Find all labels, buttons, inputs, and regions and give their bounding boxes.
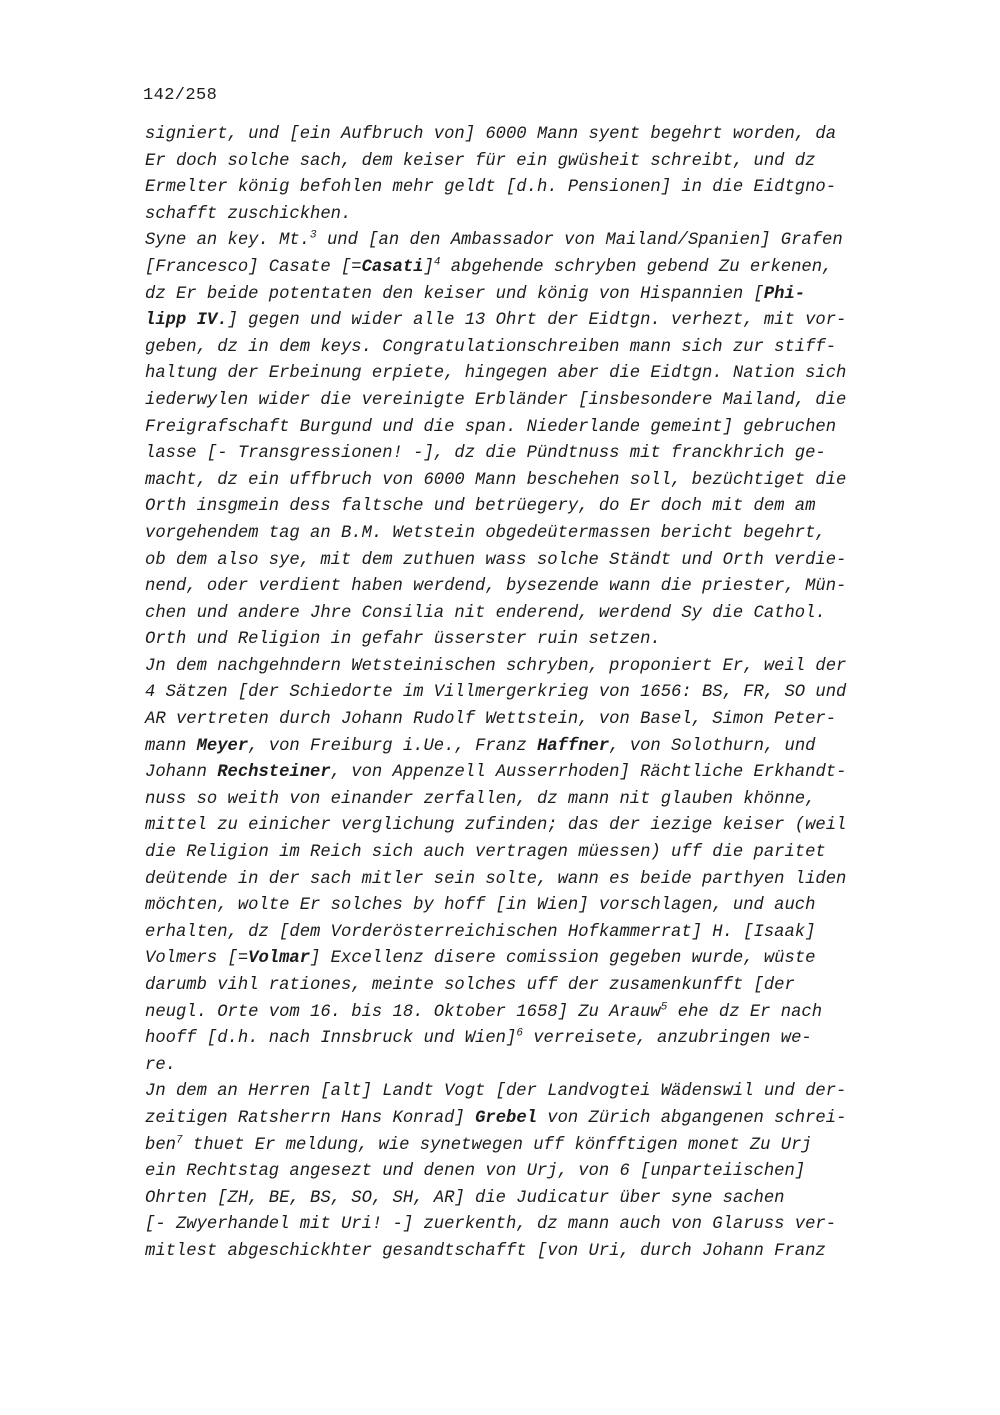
- text-line: [145, 1133, 915, 1160]
- text-line: [145, 388, 915, 415]
- text-line: [145, 1212, 915, 1239]
- text-segment: 4 Sätzen [der Schiedorte im Villmergerkrieg von 1656: BS, FR, SO und: [145, 683, 847, 703]
- text-segment: nend, oder verdient haben werdend, bysezende wann die priester, Mün-: [145, 577, 847, 597]
- text-segment: ]: [423, 257, 434, 277]
- text-segment: haltung der Erbeinung erpiete, hingegen aber die Eidtgn. Nation sich: [145, 364, 847, 384]
- text-segment: mann: [145, 736, 197, 756]
- text-segment: darumb vihl rationes, meinte solches uff der zusamenkunfft [der: [145, 976, 795, 995]
- text-segment: Orth insgmein dess faltsche und betrüegery, do Er doch mit dem am: [145, 497, 816, 517]
- text-segment: Jn dem an Herren [alt] Landt Vogt [der Landvogtei Wädenswil und der-: [145, 1082, 847, 1102]
- text-segment: die Religion im Reich sich auch vertragen müessen) uff die paritet: [145, 843, 826, 863]
- text-line: [145, 654, 915, 681]
- text-line: [145, 946, 915, 973]
- text-segment: , von Solothurn, und: [609, 736, 816, 756]
- text-segment: mitlest abgeschickhter gesandtschafft [von Uri, durch Johann Franz: [145, 1241, 826, 1261]
- text-segment: ] gegen und wider alle 13 Ohrt der Eidtgn. verhezt, mit vor-: [227, 311, 847, 331]
- text-line: [145, 548, 915, 575]
- text-segment: und [an den Ambassador von Mailand/Spanien] Grafen: [316, 231, 843, 251]
- text-segment: re.: [145, 1055, 176, 1075]
- text-segment: möchten, wolte Er solches by hoff [in Wien] vorschlagen, und auch: [145, 896, 816, 916]
- text-segment: nuss so weith von einander zerfallen, dz mann nit glauben khönne,: [145, 789, 816, 809]
- text-segment: Volmers [=: [145, 949, 249, 969]
- text-segment: Orth und Religion in gefahr üsserster ruin setzen.: [145, 630, 661, 650]
- text-line: [145, 1026, 915, 1053]
- text-line: [145, 1079, 915, 1106]
- text-segment: von Zürich abgangenen schrei-: [536, 1108, 847, 1128]
- footnote-marker: 3: [310, 229, 317, 242]
- text-line: [145, 282, 915, 309]
- text-line: [145, 1186, 915, 1213]
- bold-name: Meyer: [196, 736, 249, 756]
- text-line: [145, 361, 915, 388]
- text-segment: Ohrten [ZH, BE, BS, SO, SH, AR] die Judicatur über syne sachen: [145, 1188, 785, 1208]
- text-segment: chen und andere Jhre Consilia nit enderend, werdend Sy die Cathol.: [145, 603, 826, 623]
- text-line: [145, 734, 915, 761]
- text-line: [145, 468, 915, 495]
- text-segment: schafft zuschickhen.: [145, 204, 352, 224]
- text-segment: geben, dz in dem keys. Congratulationschreiben mann sich zur stiff-: [145, 337, 837, 357]
- text-segment: dz Er beide potentaten den keiser und könig von Hispannien [: [145, 284, 764, 304]
- text-segment: ein Rechtstag angesezt und denen von Urj, von 6 [unparteiischen]: [145, 1162, 806, 1182]
- text-segment: [- Zwyerhandel mit Uri! -] zuerkenth, dz mann auch von Glaruss ver-: [145, 1215, 837, 1235]
- text-segment: AR vertreten durch Johann Rudolf Wettstein, von Basel, Simon Peter-: [145, 710, 837, 730]
- text-segment: macht, dz ein uffbruch von 6000 Mann beschehen soll, bezüchtiget die: [145, 470, 847, 490]
- text-line: [145, 308, 915, 335]
- text-line: [145, 335, 915, 362]
- text-segment: abgehende schryben gebend Zu erkenen,: [440, 257, 833, 277]
- text-segment: thuet Er meldung, wie synetwegen uff könfftigen monet Zu Urj: [182, 1135, 812, 1155]
- text-segment: vorgehendem tag an B.M. Wetstein obgedeütermassen bericht begehrt,: [145, 523, 826, 543]
- text-line: [145, 175, 915, 202]
- text-line: [145, 973, 915, 1000]
- text-line: [145, 840, 915, 867]
- text-segment: , von Appenzell Ausserrhoden] Rächtliche Erkhandt-: [330, 763, 847, 783]
- text-line: [145, 441, 915, 468]
- text-segment: deütende in der sach mitler sein solte, wann es beide parthyen liden: [145, 869, 847, 889]
- text-line: [145, 415, 915, 442]
- text-segment: Ermelter könig befohlen mehr geldt [d.h. Pensionen] in die Eidtgno-: [145, 178, 837, 198]
- text-segment: zeitigen Ratsherrn Hans Konrad]: [145, 1108, 476, 1128]
- text-segment: Syne an key. Mt.: [145, 231, 311, 251]
- footnote-marker: 5: [660, 1000, 668, 1013]
- text-segment: , von Freiburg i.Ue., Franz: [248, 736, 537, 756]
- text-segment: lasse [- Transgressionen! -], dz die Pündtnuss mit franckhrich ge-: [145, 444, 826, 464]
- bold-name: Phi-: [763, 284, 806, 304]
- bold-name: Casati: [361, 257, 424, 277]
- text-segment: Er doch solche sach, dem keiser für ein gwüsheit schreibt, und dz: [145, 151, 816, 171]
- bold-name: Grebel: [475, 1108, 537, 1128]
- text-segment: ben: [145, 1135, 176, 1155]
- text-line: [145, 202, 915, 229]
- bold-name: Rechsteiner: [217, 763, 331, 783]
- text-segment: verreisete, anzubringen we-: [522, 1029, 812, 1049]
- text-line: [145, 1000, 915, 1027]
- text-line: [145, 1159, 915, 1186]
- text-line: [145, 680, 915, 707]
- text-segment: ehe dz Er nach: [667, 1002, 823, 1022]
- text-line: [145, 601, 915, 628]
- footnote-marker: 7: [175, 1133, 183, 1146]
- text-line: [145, 122, 915, 149]
- text-line: [145, 787, 915, 814]
- text-line: [145, 1239, 915, 1266]
- text-line: [145, 707, 915, 734]
- text-line: [145, 760, 915, 787]
- text-segment: neugl. Orte vom 16. bis 18. Oktober 1658] Zu Arauw: [145, 1002, 661, 1022]
- bold-name: Volmar: [248, 949, 311, 969]
- text-segment: mittel zu einicher verglichung zufinden; das der iezige keiser (weil: [145, 816, 847, 836]
- text-segment: ob dem also sye, mit dem zuthuen wass solche Ständt und Orth verdie-: [145, 550, 847, 570]
- text-segment: iederwylen wider die vereinigte Erbländer [insbesondere Mailand, die: [145, 390, 847, 410]
- text-segment: signiert, und [ein Aufbruch von] 6000 Mann syent begehrt worden, da: [145, 125, 837, 144]
- text-line: [145, 574, 915, 601]
- text-line: [145, 893, 915, 920]
- footnote-marker: 6: [516, 1027, 523, 1040]
- text-segment: hooff [d.h. nach Innsbruck und Wien]: [145, 1029, 517, 1049]
- text-line: [145, 228, 915, 255]
- text-line: [145, 494, 915, 521]
- bold-name: Haffner: [536, 736, 610, 756]
- text-segment: erhalten, dz [dem Vorderösterreichischen Hofkammerrat] H. [Isaak]: [145, 922, 816, 942]
- text-segment: Jn dem nachgehndern Wetsteinischen schryben, proponiert Er, weil der: [145, 656, 847, 676]
- bold-name: lipp IV.: [145, 311, 228, 331]
- text-line: [145, 867, 915, 894]
- body-text: [145, 122, 915, 1266]
- text-line: [145, 627, 915, 654]
- footnote-marker: 4: [433, 256, 441, 269]
- text-segment: Johann: [145, 763, 218, 783]
- text-line: [145, 920, 915, 947]
- text-line: [145, 1106, 915, 1133]
- text-line: [145, 521, 915, 548]
- page-number: 142/258: [143, 86, 218, 105]
- text-line: [145, 149, 915, 176]
- text-line: [145, 255, 915, 282]
- text-segment: Freigrafschaft Burgund und die span. Niederlande gemeint] gebruchen: [145, 417, 837, 437]
- text-line: [145, 1053, 915, 1080]
- text-segment: [Francesco] Casate [=: [145, 257, 362, 277]
- text-segment: ] Excellenz disere comission gegeben wurde, wüste: [310, 949, 816, 969]
- text-line: [145, 813, 915, 840]
